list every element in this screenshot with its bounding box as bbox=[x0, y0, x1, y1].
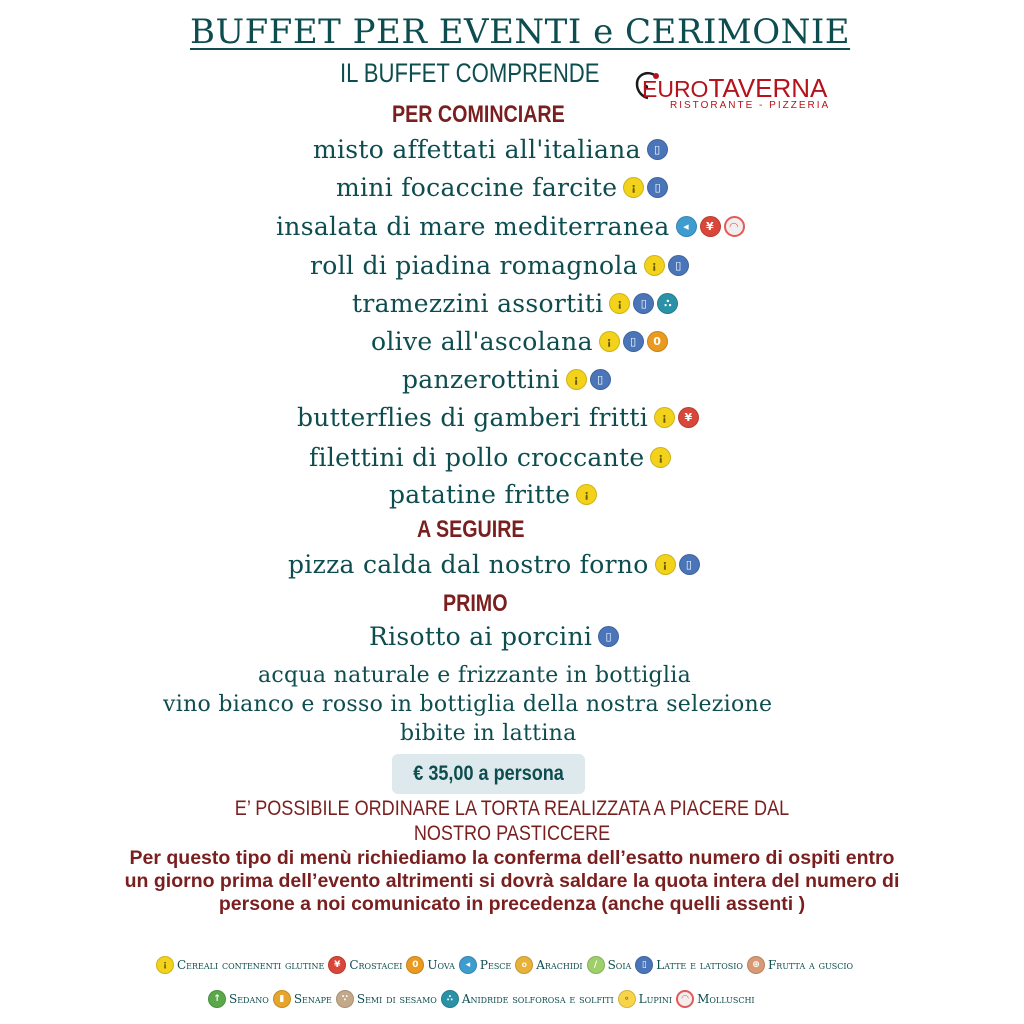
legend-label: Soia bbox=[607, 958, 632, 972]
legend-label: Anidride solforosa e solfiti bbox=[461, 992, 614, 1006]
menu-item-name: Risotto ai porcini bbox=[369, 622, 593, 651]
logo-brand-taverna: TAVERNA bbox=[708, 73, 828, 103]
price-badge bbox=[392, 754, 585, 794]
menu-item-name: panzerottini bbox=[402, 365, 560, 394]
crustacean-icon: ¥ bbox=[328, 956, 346, 974]
legend-item bbox=[441, 990, 614, 1008]
menu-item bbox=[371, 327, 668, 356]
milk-icon: ▯ bbox=[598, 626, 619, 647]
milk-icon: ▯ bbox=[623, 331, 644, 352]
legend-item bbox=[459, 956, 511, 974]
drinks-line-soft: bibite in lattina bbox=[400, 721, 577, 746]
gluten-icon: ¡ bbox=[654, 407, 675, 428]
legend-item bbox=[208, 990, 269, 1008]
price-text: € 35,00 a persona bbox=[413, 762, 564, 785]
fish-icon: ◂ bbox=[676, 216, 697, 237]
legend-item bbox=[273, 990, 332, 1008]
legend-label: Molluschi bbox=[697, 992, 755, 1006]
menu-item-name: tramezzini assortiti bbox=[352, 289, 604, 318]
legend-item bbox=[328, 956, 402, 974]
legend-label: Cereali contenenti glutine bbox=[177, 958, 325, 972]
legend-item bbox=[635, 956, 743, 974]
soy-icon: / bbox=[587, 956, 605, 974]
menu-item-name: misto affettati all'italiana bbox=[313, 135, 641, 164]
legend-label: Uova bbox=[427, 958, 455, 972]
menu-item-name: patatine fritte bbox=[389, 480, 571, 509]
legend-label: Latte e lattosio bbox=[656, 958, 743, 972]
peanut-icon: o bbox=[515, 956, 533, 974]
crustacean-icon: ¥ bbox=[678, 407, 699, 428]
mollusc-icon: ◠ bbox=[724, 216, 745, 237]
egg-icon: 0 bbox=[647, 331, 668, 352]
menu-item bbox=[309, 443, 671, 472]
menu-item-name: olive all'ascolana bbox=[371, 327, 593, 356]
page-title: BUFFET PER EVENTI e CERIMONIE bbox=[190, 12, 851, 52]
logo-tagline: RISTORANTE - PIZZERIA bbox=[670, 100, 831, 111]
legend-item bbox=[515, 956, 582, 974]
menu-item-name: insalata di mare mediterranea bbox=[276, 212, 670, 241]
logo-brand-euro: EURO bbox=[642, 76, 709, 102]
drinks-line-water: acqua naturale e frizzante in bottiglia bbox=[258, 663, 692, 688]
allergen-legend-row-1 bbox=[156, 956, 857, 974]
menu-item bbox=[369, 622, 619, 651]
milk-icon: ▯ bbox=[668, 255, 689, 276]
mustard-icon: ▮ bbox=[273, 990, 291, 1008]
menu-item-name: pizza calda dal nostro forno bbox=[288, 550, 649, 579]
gluten-icon: ¡ bbox=[623, 177, 644, 198]
gluten-icon: ¡ bbox=[599, 331, 620, 352]
milk-icon: ▯ bbox=[679, 554, 700, 575]
crustacean-icon: ¥ bbox=[700, 216, 721, 237]
legend-label: Lupini bbox=[638, 992, 673, 1006]
legend-item bbox=[676, 990, 755, 1008]
menu-item-name: mini focaccine farcite bbox=[336, 173, 618, 202]
restaurant-logo bbox=[634, 67, 866, 117]
legend-label: Frutta a guscio bbox=[767, 958, 854, 972]
menu-item bbox=[288, 550, 700, 579]
menu-item bbox=[336, 173, 668, 202]
gluten-icon: ¡ bbox=[566, 369, 587, 390]
legend-label: Crostacei bbox=[349, 958, 403, 972]
egg-icon: 0 bbox=[406, 956, 424, 974]
menu-item bbox=[276, 212, 745, 241]
gluten-icon: ¡ bbox=[609, 293, 630, 314]
menu-item bbox=[310, 251, 689, 280]
sulphites-icon: ∴ bbox=[441, 990, 459, 1008]
legend-label: Semi di sesamo bbox=[356, 992, 437, 1006]
menu-item-name: butterflies di gamberi fritti bbox=[297, 403, 648, 432]
menu-item bbox=[313, 135, 668, 164]
legend-item bbox=[587, 956, 632, 974]
legend-label: Senape bbox=[293, 992, 332, 1006]
confirmation-note: Per questo tipo di menù richiediamo la conferma dell’esatto numero di ospiti entro un giorno prima dell’evento altrimenti si dovrà saldare la quota intera del numero di persone a noi comunicato in precedenza (anche quelli assenti ) bbox=[124, 847, 900, 915]
lupin-icon: ∘ bbox=[618, 990, 636, 1008]
mollusc-icon: ◠ bbox=[676, 990, 694, 1008]
cake-note-text: E’ POSSIBILE ORDINARE LA TORTA REALIZZATA A PIACERE DAL NOSTRO PASTICCERE bbox=[234, 797, 790, 845]
legend-item bbox=[406, 956, 455, 974]
milk-icon: ▯ bbox=[633, 293, 654, 314]
menu-item bbox=[297, 403, 699, 432]
milk-icon: ▯ bbox=[647, 177, 668, 198]
gluten-icon: ¡ bbox=[156, 956, 174, 974]
legend-item bbox=[618, 990, 672, 1008]
gluten-icon: ¡ bbox=[655, 554, 676, 575]
sulphites-icon: ∴ bbox=[657, 293, 678, 314]
sesame-icon: ∵ bbox=[336, 990, 354, 1008]
menu-item-name: roll di piadina romagnola bbox=[310, 251, 638, 280]
legend-item bbox=[336, 990, 437, 1008]
menu-item bbox=[389, 480, 597, 509]
gluten-icon: ¡ bbox=[650, 447, 671, 468]
milk-icon: ▯ bbox=[635, 956, 653, 974]
legend-label: Sedano bbox=[229, 992, 269, 1006]
legend-item bbox=[747, 956, 853, 974]
legend-item bbox=[156, 956, 324, 974]
section-follow-heading: A SEGUIRE bbox=[417, 516, 525, 543]
gluten-icon: ¡ bbox=[576, 484, 597, 505]
cake-note bbox=[150, 796, 874, 846]
menu-item bbox=[402, 365, 611, 394]
section-first-heading: PRIMO bbox=[443, 590, 508, 617]
gluten-icon: ¡ bbox=[644, 255, 665, 276]
legend-label: Pesce bbox=[479, 958, 512, 972]
drinks-line-wine: vino bianco e rosso in bottiglia della nostra selezione bbox=[163, 692, 773, 717]
legend-label: Arachidi bbox=[536, 958, 583, 972]
page-subtitle: IL BUFFET COMPRENDE bbox=[340, 58, 600, 88]
nuts-icon: ⊕ bbox=[747, 956, 765, 974]
fish-icon: ◂ bbox=[459, 956, 477, 974]
menu-item-name: filettini di pollo croccante bbox=[309, 443, 645, 472]
allergen-legend-row-2 bbox=[208, 990, 759, 1008]
celery-icon: ↑ bbox=[208, 990, 226, 1008]
menu-item bbox=[352, 289, 678, 318]
section-start-heading: PER COMINCIARE bbox=[392, 101, 565, 128]
milk-icon: ▯ bbox=[647, 139, 668, 160]
milk-icon: ▯ bbox=[590, 369, 611, 390]
